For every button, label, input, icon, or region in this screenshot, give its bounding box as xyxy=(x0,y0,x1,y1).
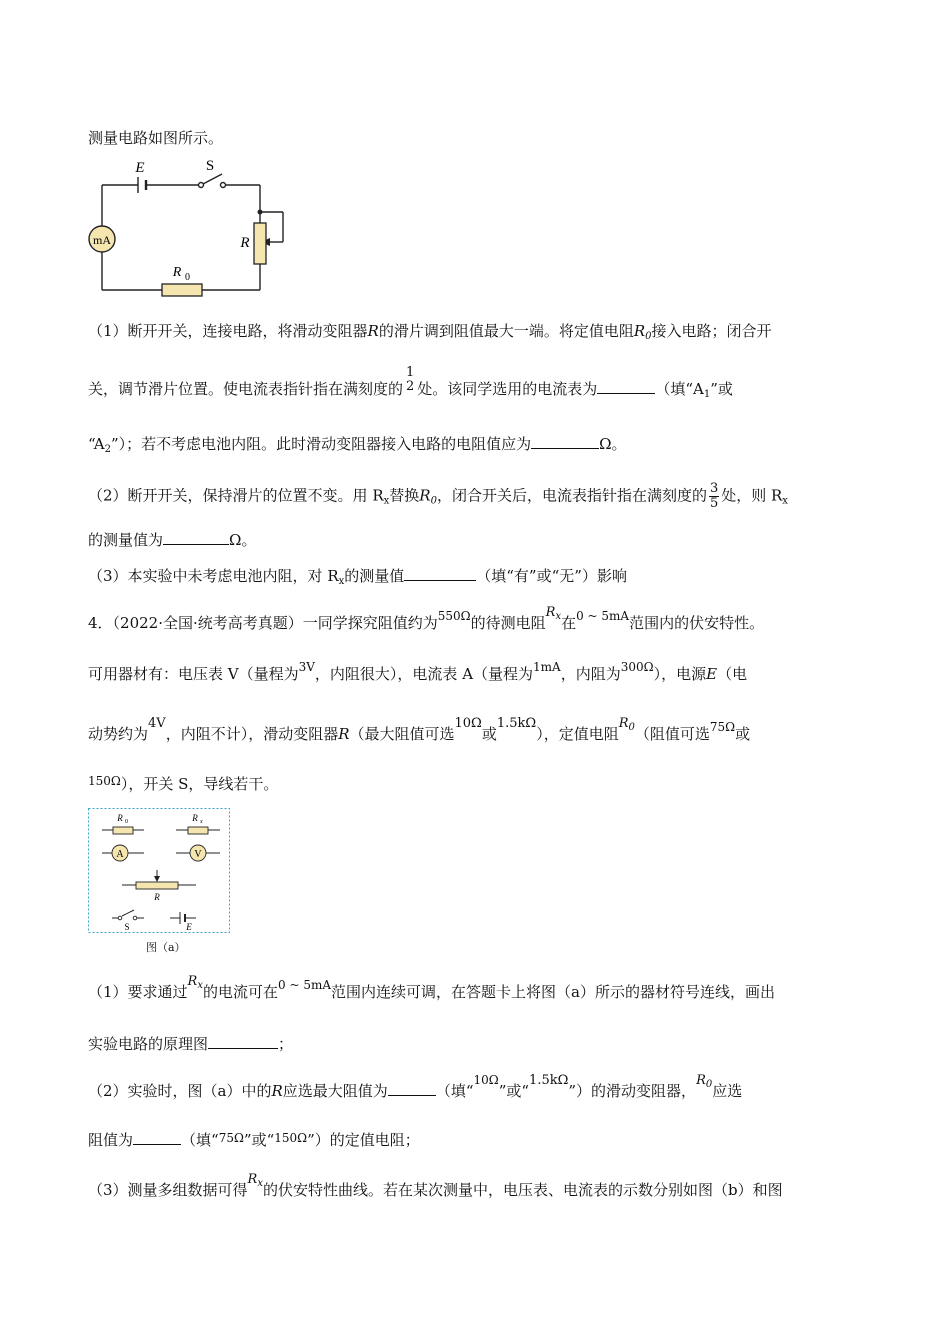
q4-intro-line1: 4．（2022·全国·统考高考真题）一同学探究阻值约为$^{550\Omega}$的待测电阻$R^x$在$^{0 \sim 5mA}$范围内的伏安特性。 xyxy=(88,605,765,632)
svg-text:x: x xyxy=(200,819,203,825)
q3-p1-line3: “$A_2$”）；若不考虑电池内阻。此时滑动变阻器接入电路的电阻值应为 Ω。 xyxy=(88,435,627,455)
fraction-three-fifths: $\frac{3}{5}$ xyxy=(709,481,719,511)
q4-s3-line1: （3）测量多组数据可得$R^x$的伏安特性曲线。若在某次测量中，电压表、电流表的示数分别如图（b）和图 xyxy=(88,1172,783,1199)
q4-s1-line2: 实验电路的原理图 ； xyxy=(88,1035,294,1053)
fraction-one-half: 1 2 xyxy=(406,365,415,394)
switch-label: S xyxy=(205,158,215,174)
intro-text: 测量电路如图所示。 xyxy=(88,129,224,147)
q4-equipment-line2: 动势约为4V，内阻不计），滑动变阻器R（最大阻值可选10Ω或1.5kΩ），定值电阻$R^0$（阻值可选$^{75\Omega}$或 xyxy=(88,716,751,743)
figa-rheostat xyxy=(136,882,178,889)
answer-blank-R0-value[interactable] xyxy=(133,1130,181,1145)
svg-text:V: V xyxy=(194,849,202,860)
q4-s2-line1: （2）实验时，图（a）中的R应选最大阻值为 （填“$^{10\Omega}$”或“1.5kΩ”）的滑动变阻器，$R^0$应选 xyxy=(88,1073,743,1100)
svg-text:A: A xyxy=(116,849,124,860)
q3-p2-line2: 的测量值为 Ω。 xyxy=(88,531,257,549)
svg-text:R: R xyxy=(154,892,160,902)
figa-resistor-Rx xyxy=(188,827,208,834)
resistor-R0 xyxy=(162,284,202,296)
q4-s1-line1: （1）要求通过$R^x$的电流可在$^{0 \sim 5mA}$范围内连续可调，在答题卡上将图（a）所示的器材符号连线，画出 xyxy=(88,974,775,1001)
q3-p1-line1: （1）断开开关，连接电路，将滑动变阻器R的滑片调到阻值最大一端。将定值电阻$R_0$接入电路；闭合开 xyxy=(88,322,772,342)
battery-label: E xyxy=(135,160,145,176)
svg-text:R: R xyxy=(117,813,123,823)
answer-blank-rx-value[interactable] xyxy=(163,530,229,545)
rheostat-R xyxy=(254,223,266,264)
answer-blank-circuit[interactable] xyxy=(208,1034,278,1049)
rheostat-label: R xyxy=(240,235,250,251)
svg-text:S: S xyxy=(124,922,130,932)
q4-equipment-line1: 可用器材有：电压表 V（量程为$^{3V}$，内阻很大），电流表 A（量程为$^{1mA}$，内阻为$^{300\Omega}$），电源E（电 xyxy=(88,660,748,683)
svg-text:R: R xyxy=(192,813,198,823)
figa-resistor-R0 xyxy=(113,827,133,834)
milliammeter-label: mA xyxy=(93,233,111,247)
q4-s2-line2: 阻值为 （填“$^{75\Omega}$”或“$^{150\Omega}$”）的定值电阻； xyxy=(88,1131,420,1149)
measurement-circuit-diagram xyxy=(80,150,300,300)
answer-blank-ammeter[interactable] xyxy=(597,379,655,394)
q3-p2-line1: （2）断开开关，保持滑片的位置不变。用 $R_x$替换$R_0$，闭合开关后，电流表指针指在满刻度的 $\frac{3}{5}$ 处，则 $R_x$ xyxy=(88,481,788,511)
switch-blade xyxy=(203,174,222,184)
q3-p3-line: （3）本实验中未考虑电池内阻，对 $R_x$的测量值 （填“有”或“无”）影响 xyxy=(88,567,627,587)
figure-a-caption: 图（a） xyxy=(146,941,186,954)
q4-equipment-line3: $^{150\Omega}$），开关 S，导线若干。 xyxy=(88,774,279,793)
resistor-R0-label: R xyxy=(172,265,182,280)
svg-text:0: 0 xyxy=(125,819,128,825)
answer-blank-effect[interactable] xyxy=(404,566,476,581)
resistor-R0-sub: 0 xyxy=(185,272,190,283)
svg-text:E: E xyxy=(186,922,192,932)
answer-blank-rheostat-value[interactable] xyxy=(531,434,599,449)
answer-blank-rheostat-max[interactable] xyxy=(388,1081,436,1096)
figure-a-components xyxy=(88,808,232,936)
q3-p1-line2: 关，调节滑片位置。使电流表指针指在满刻度的 1 2 处。该同学选用的电流表为 （填“$A_1$”或 xyxy=(88,365,733,400)
